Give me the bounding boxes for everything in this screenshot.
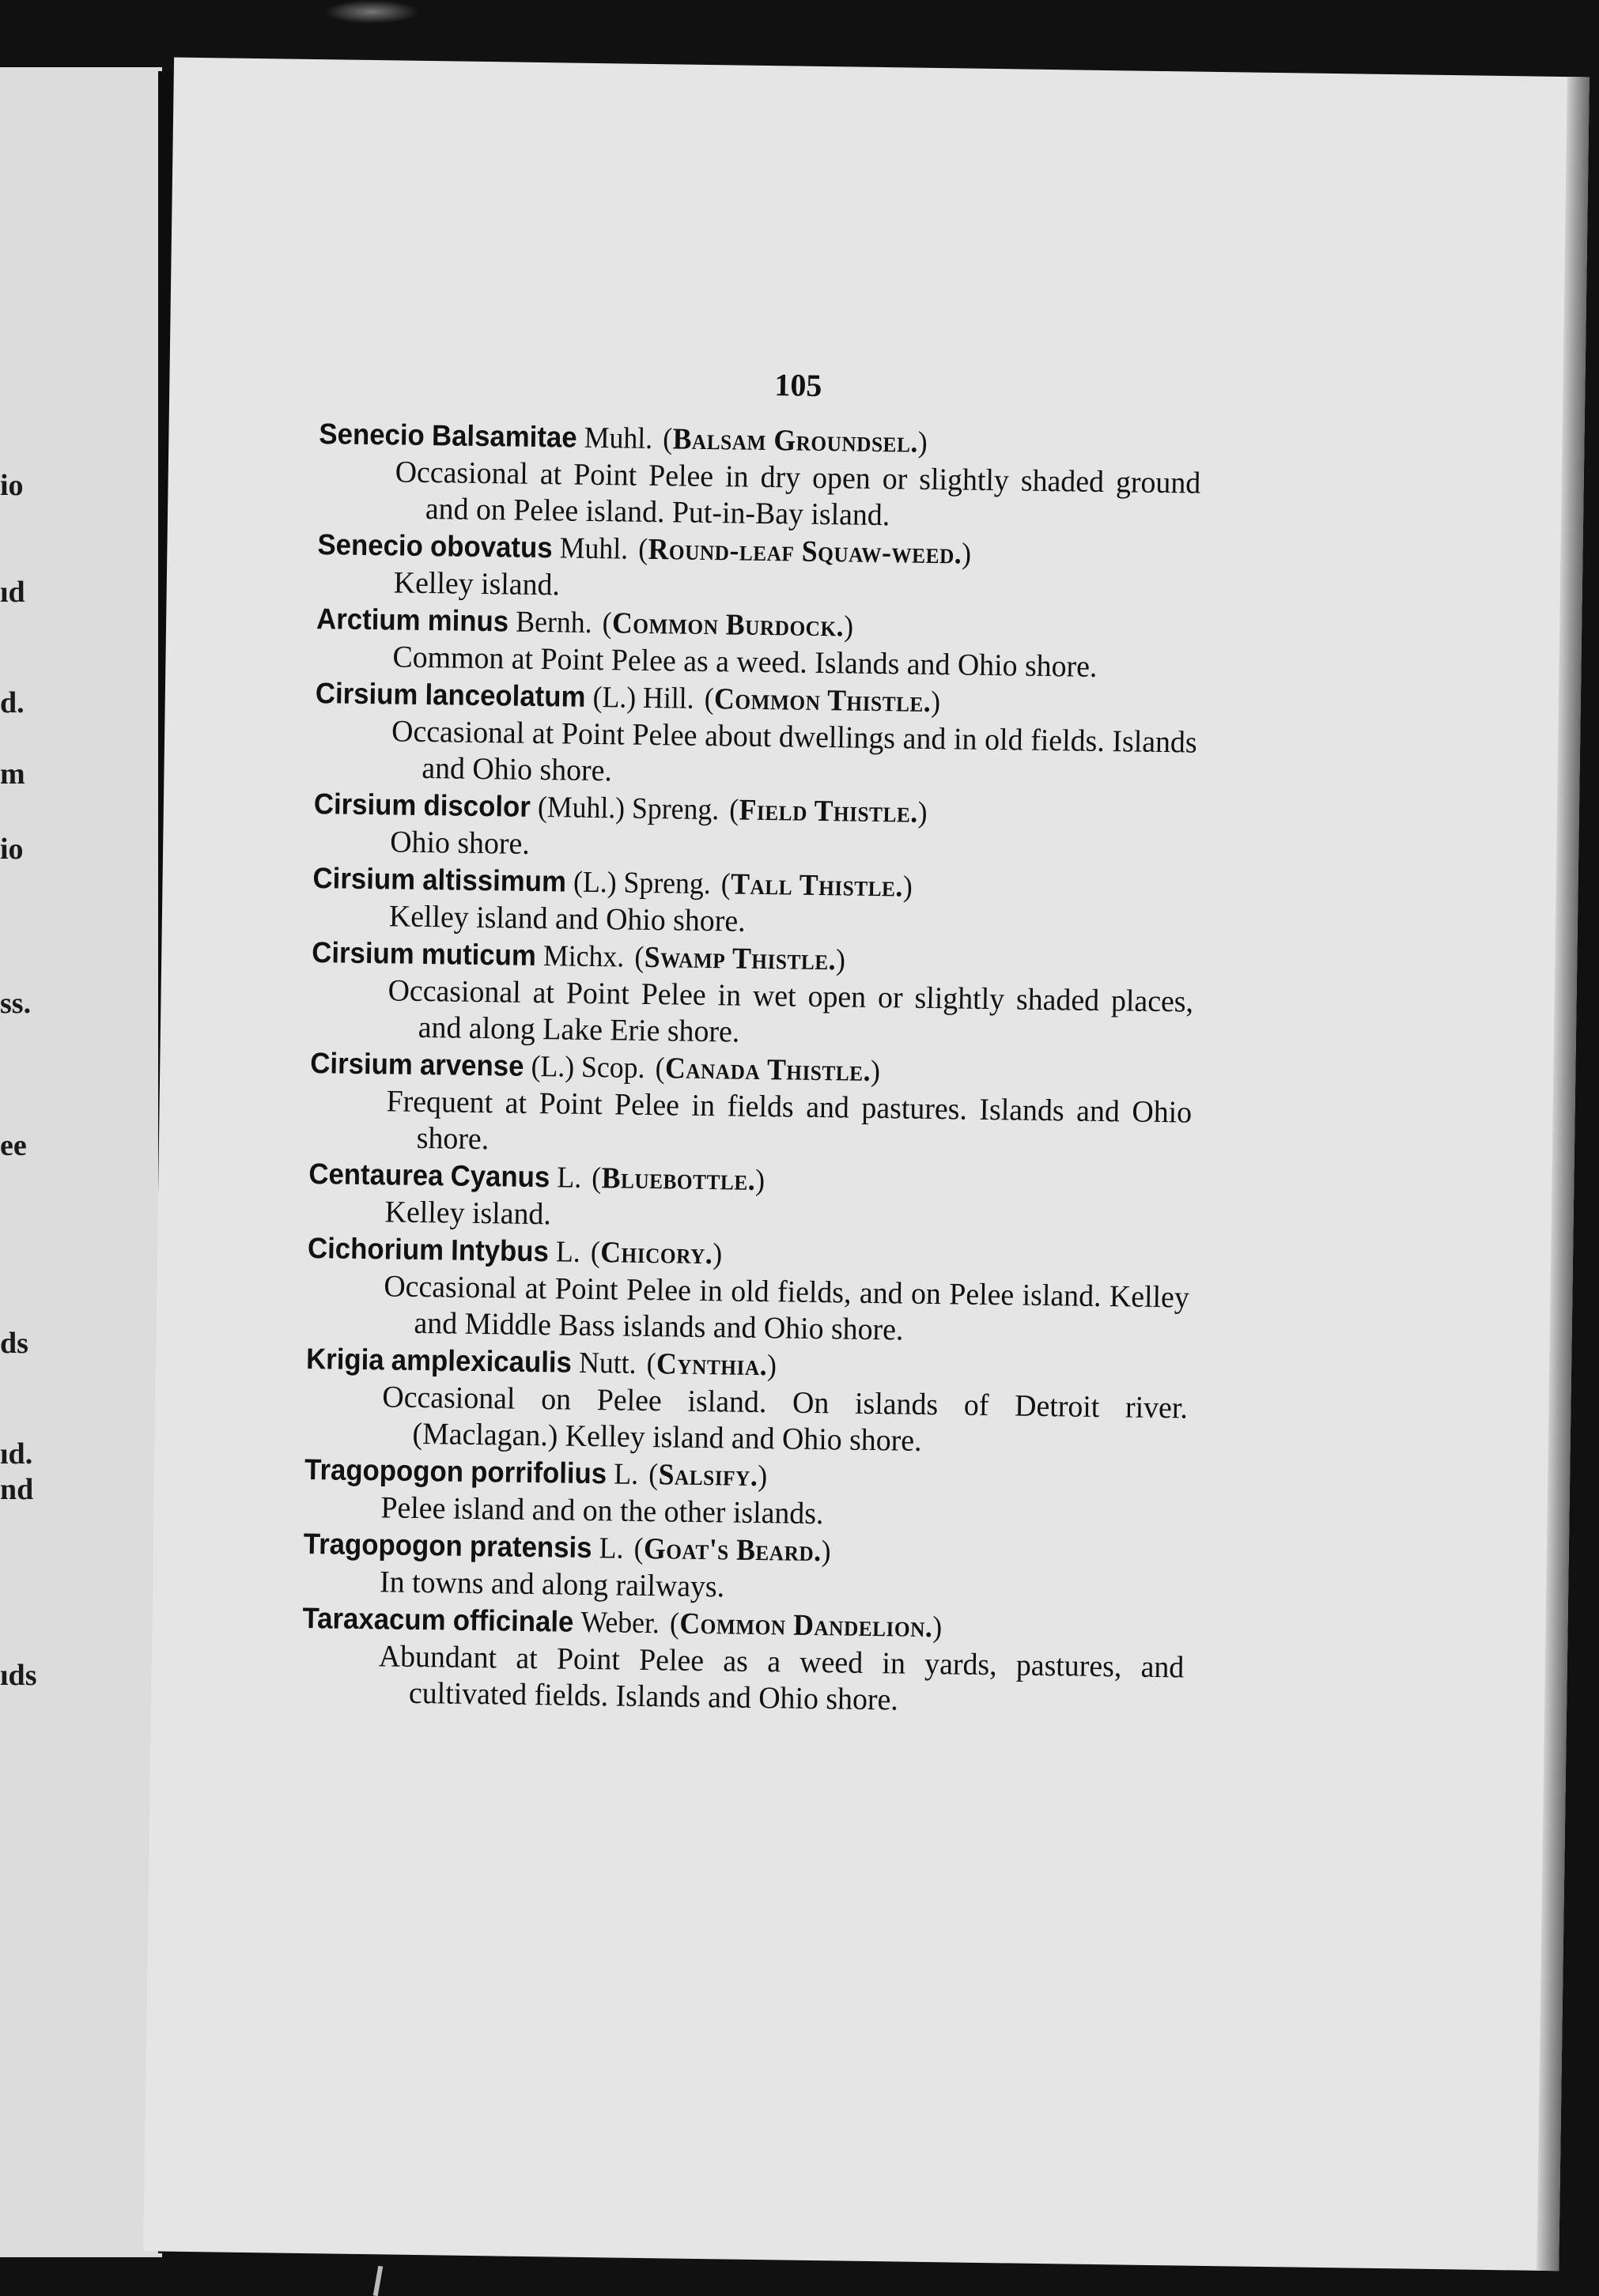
left-facing-page: [0, 67, 162, 2257]
species-list: [301, 415, 1229, 1723]
species-entry: [311, 934, 1222, 1057]
author-citation: (L.) Scop.: [531, 1049, 645, 1085]
author-citation: L.: [555, 1235, 581, 1269]
scan-glare: [324, 0, 419, 24]
species-entry: [317, 526, 1227, 613]
common-name: (Bluebottle.): [592, 1161, 765, 1198]
genus-name: Cirsium: [312, 936, 415, 970]
author-citation: Michx.: [542, 939, 625, 974]
author-citation: (L.) Hill.: [592, 680, 694, 716]
left-page-fragment: ıd: [0, 576, 25, 609]
entry-description: Occasional on Pelee island. On islands of Detroit river. (Maclagan.) Kelley island and Ohio shore.: [382, 1380, 1189, 1458]
common-name: (Swamp Thistle.): [634, 940, 846, 977]
species-entry: [316, 600, 1226, 687]
species-name: altissimum: [421, 863, 567, 898]
common-name: (Round-leaf Squaw-weed.): [637, 532, 972, 571]
entry-description: Kelley island.: [384, 1195, 552, 1232]
left-page-fragment: ıd.: [0, 1437, 33, 1471]
genus-name: Cirsium: [310, 1047, 414, 1081]
species-name: muticum: [421, 937, 537, 972]
genus-name: Cichorium: [307, 1232, 444, 1267]
genus-name: Senecio: [317, 528, 424, 562]
common-name: (Common Burdock.): [602, 606, 854, 644]
species-name: amplexicaulis: [391, 1343, 573, 1379]
species-name: Balsamitae: [431, 419, 577, 454]
genus-name: Krigia: [305, 1342, 384, 1376]
author-citation: Muhl.: [559, 531, 629, 566]
common-name: (Cynthia.): [646, 1347, 777, 1383]
author-citation: (Muhl.) Spreng.: [537, 791, 720, 827]
genus-name: Cirsium: [315, 677, 418, 711]
species-entry: [312, 859, 1223, 946]
common-name: (Salsify.): [648, 1458, 768, 1494]
author-citation: (L.) Spreng.: [573, 865, 711, 901]
entry-description: Common at Point Pelee as a weed. Islands and Ohio shore.: [392, 640, 1098, 684]
genus-name: Cirsium: [313, 787, 417, 821]
left-page-fragment: ıds: [0, 1659, 37, 1692]
scan-mark: [373, 2266, 384, 2296]
left-page-fragment: ee: [0, 1129, 27, 1162]
genus-name: Arctium: [316, 602, 421, 636]
left-page-fragment: ds: [0, 1327, 28, 1360]
genus-name: Tragopogon: [304, 1452, 464, 1488]
common-name: (Chicory.): [590, 1236, 723, 1271]
genus-name: Tragopogon: [303, 1527, 463, 1562]
author-citation: L.: [599, 1531, 624, 1565]
entry-description: Pelee island and on the other islands.: [380, 1490, 824, 1531]
author-citation: Bernh.: [516, 605, 592, 640]
genus-name: Senecio: [319, 417, 425, 451]
page-edge-shadow: [1537, 77, 1590, 2271]
species-entry: [304, 1451, 1214, 1538]
common-name: (Balsam Groundsel.): [663, 422, 928, 459]
species-entry: [301, 1599, 1212, 1723]
species-name: obovatus: [429, 530, 553, 565]
species-entry: [314, 674, 1225, 798]
species-entry: [303, 1525, 1213, 1612]
author-citation: Muhl.: [584, 421, 653, 455]
species-entry: [306, 1229, 1217, 1353]
species-entry: [313, 785, 1223, 872]
species-entry: [309, 1044, 1220, 1168]
species-name: Intybus: [450, 1233, 550, 1268]
common-name: (Goat's Beard.): [633, 1531, 832, 1569]
left-page-fragment: m: [0, 757, 25, 791]
common-name: (Field Thistle.): [729, 793, 928, 829]
genus-name: Centaurea: [308, 1157, 444, 1192]
left-page-fragment: io: [0, 833, 24, 866]
species-name: Cyanus: [450, 1159, 550, 1194]
entry-description: Occasional at Point Pelee in old fields, and on Pelee island. Kelley and Middle Bass islands and Ohio shore.: [384, 1269, 1190, 1347]
entry-description: Occasional at Point Pelee in dry open or slightly shaded ground and on Pelee island. Put-in-Bay island.: [395, 455, 1201, 533]
author-citation: Weber.: [580, 1605, 660, 1641]
entry-description: In towns and along railways.: [379, 1565, 725, 1604]
common-name: (Common Dandelion.): [669, 1607, 943, 1645]
species-name: lanceolatum: [425, 678, 586, 713]
entry-description: Occasional at Point Pelee about dwellings and in old fields. Islands and Ohio shore.: [391, 714, 1197, 788]
entry-description: Ohio shore.: [389, 825, 531, 861]
genus-name: Cirsium: [312, 862, 416, 896]
species-name: arvense: [419, 1048, 524, 1082]
common-name: (Canada Thistle.): [655, 1052, 881, 1089]
genus-name: Taraxacum: [302, 1601, 446, 1637]
author-citation: L.: [557, 1161, 582, 1195]
entry-description: Frequent at Point Pelee in fields and pastures. Islands and Ohio shore.: [386, 1084, 1193, 1157]
page-number: 105: [774, 367, 822, 403]
common-name: (Common Thistle.): [704, 682, 941, 719]
species-name: porrifolius: [470, 1455, 607, 1490]
species-name: discolor: [423, 789, 531, 823]
entry-description: Kelley island and Ohio shore.: [388, 899, 746, 938]
species-name: minus: [427, 604, 509, 638]
left-page-fragment: nd: [0, 1473, 34, 1506]
author-citation: L.: [614, 1457, 639, 1491]
left-page-fragment: io: [0, 469, 24, 502]
left-page-fragment: d.: [0, 686, 25, 719]
species-entry: [304, 1340, 1215, 1463]
species-entry: [318, 415, 1229, 538]
book-page: [143, 58, 1590, 2271]
species-entry: [308, 1155, 1218, 1242]
author-citation: Nutt.: [578, 1346, 637, 1380]
common-name: (Tall Thistle.): [720, 867, 913, 904]
entry-description: Kelley island.: [393, 565, 561, 602]
species-name: officinale: [452, 1603, 574, 1638]
entry-description: Occasional at Point Pelee in wet open or slightly shaded places, and along Lake Erie shore.: [387, 973, 1194, 1049]
entry-description: Abundant at Point Pelee as a weed in yards, pastures, and cultivated fields. Islands and Ohio shore.: [378, 1639, 1185, 1717]
left-page-fragment: ss.: [0, 987, 32, 1020]
species-name: pratensis: [469, 1529, 592, 1565]
